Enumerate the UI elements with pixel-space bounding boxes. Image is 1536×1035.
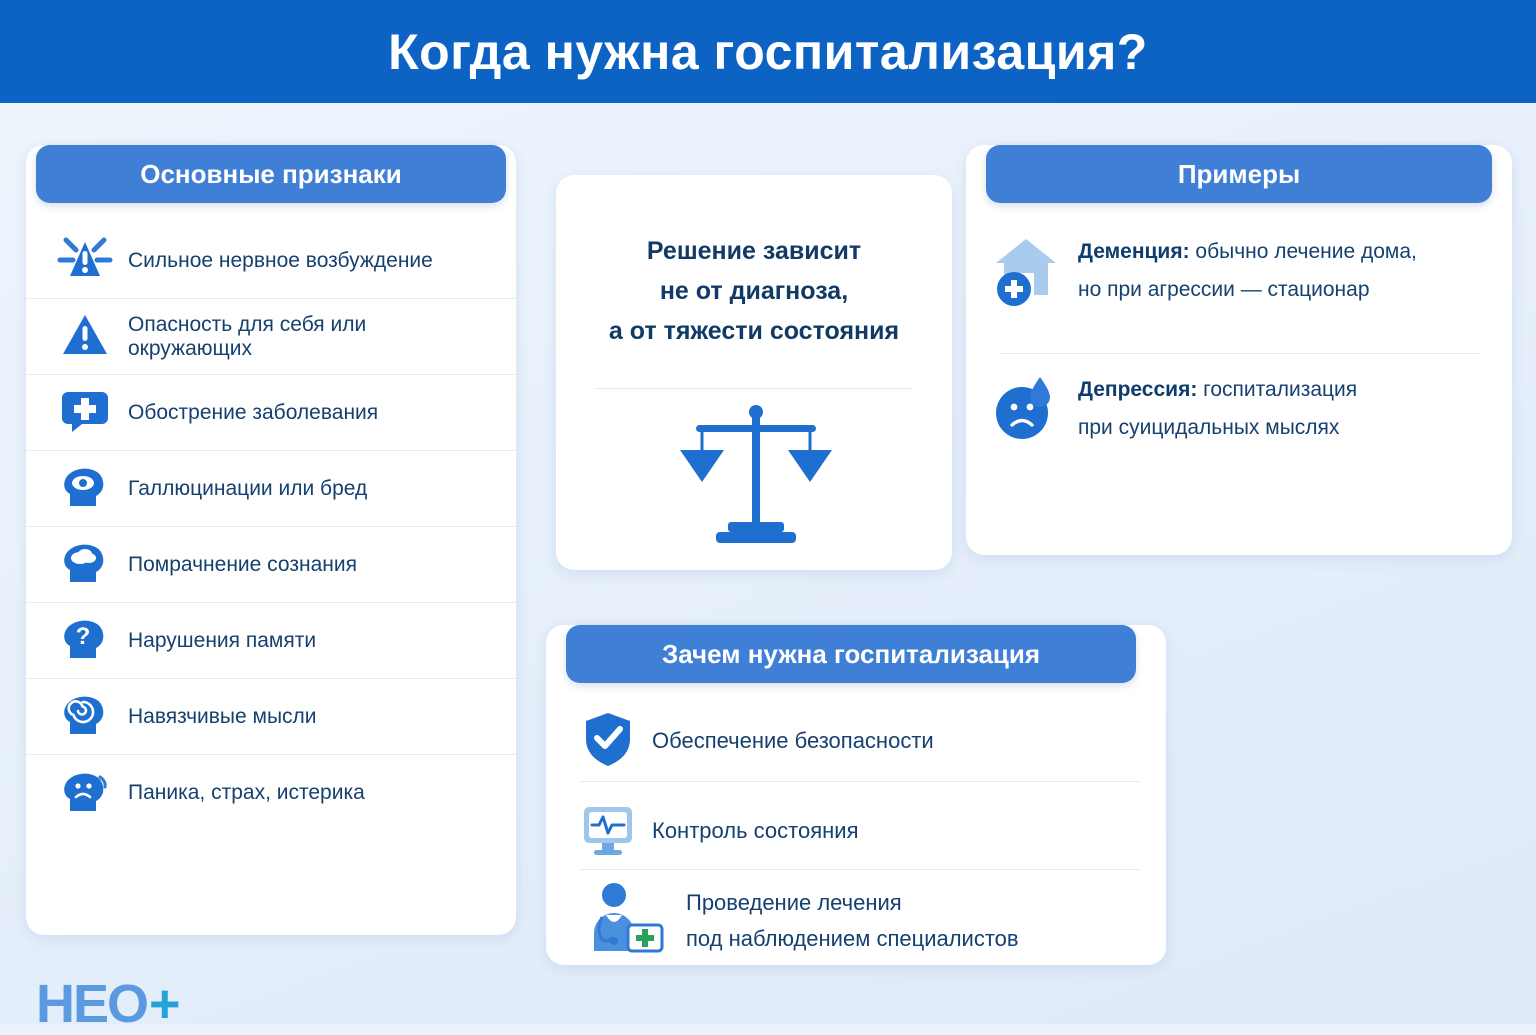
example-line2: при суицидальных мыслях	[1078, 416, 1340, 439]
sign-label: Навязчивые мысли	[128, 704, 317, 728]
example-text	[1078, 233, 1417, 309]
head-eye-icon	[56, 462, 114, 515]
logo-plus-icon: +	[149, 974, 181, 1034]
signs-card-title: Основные признаки	[36, 145, 506, 203]
medical-cross-speech-icon	[56, 386, 114, 439]
list-item	[26, 527, 516, 603]
example-rest: обычно лечение дома,	[1189, 240, 1417, 263]
sign-label: Галлюцинации или бред	[128, 476, 368, 500]
head-cloud-icon	[56, 538, 114, 591]
monitor-heartbeat-icon	[580, 799, 636, 864]
head-panic-icon	[56, 767, 114, 820]
why-label: Обеспечение безопасности	[652, 728, 934, 753]
decision-line-1: Решение зависит	[646, 237, 862, 265]
sign-label: Сильное нервное возбуждение	[128, 248, 433, 272]
sign-label: Опасность для себя или окружающих	[128, 312, 367, 360]
why-divider	[580, 781, 1140, 782]
logo	[36, 973, 181, 1035]
why-label: Контроль состояния	[652, 818, 859, 843]
example-rest: госпитализация	[1197, 378, 1358, 401]
logo-text: HEO	[36, 974, 148, 1034]
example-bold: Деменция:	[1078, 240, 1190, 263]
decision-text	[556, 231, 952, 351]
list-item	[26, 223, 516, 299]
shield-check-icon	[580, 709, 636, 774]
list-item	[580, 793, 1140, 869]
alert-burst-icon	[56, 234, 114, 287]
example-bold: Депрессия:	[1078, 378, 1198, 401]
why-label	[686, 885, 1019, 957]
infographic-canvas	[0, 103, 1536, 1034]
list-item	[990, 233, 1490, 312]
list-item	[26, 755, 516, 831]
example-line2: но при агрессии — стационар	[1078, 278, 1370, 301]
sign-label: Обострение заболевания	[128, 400, 379, 424]
svg-text:?: ?	[75, 623, 91, 650]
decision-line-3: а от тяжести состояния	[608, 317, 900, 345]
decision-divider	[596, 388, 912, 389]
example-text	[1078, 371, 1357, 447]
examples-card-title: Примеры	[986, 145, 1492, 203]
warning-triangle-icon	[56, 310, 114, 363]
page-header	[0, 0, 1536, 103]
decision-line-2: не от диагноза,	[659, 277, 849, 305]
head-spiral-icon	[56, 690, 114, 743]
examples-card	[966, 145, 1512, 555]
head-question-icon	[56, 614, 114, 667]
why-line-1: Проведение лечения	[686, 890, 902, 915]
house-medical-icon	[990, 233, 1062, 312]
list-item	[580, 881, 1140, 961]
scales-balance-icon	[676, 398, 836, 553]
why-divider	[580, 869, 1140, 870]
signs-list	[26, 223, 516, 831]
list-item	[990, 371, 1490, 450]
sign-label: Помрачнение сознания	[128, 552, 357, 576]
why-card-title: Зачем нужна госпитализация	[566, 625, 1136, 683]
list-item	[580, 703, 1140, 779]
list-item	[26, 375, 516, 451]
why-line-2: под наблюдением специалистов	[686, 926, 1019, 951]
sign-label: Нарушения памяти	[128, 628, 317, 652]
list-item	[26, 603, 516, 679]
list-item	[26, 451, 516, 527]
list-item	[26, 299, 516, 375]
sign-label: Паника, страх, истерика	[128, 781, 365, 804]
sad-face-drop-icon	[990, 371, 1062, 450]
list-item	[26, 679, 516, 755]
page-title: Когда нужна госпитализация?	[388, 23, 1148, 80]
doctor-icon	[580, 879, 670, 964]
examples-divider	[1000, 353, 1480, 354]
